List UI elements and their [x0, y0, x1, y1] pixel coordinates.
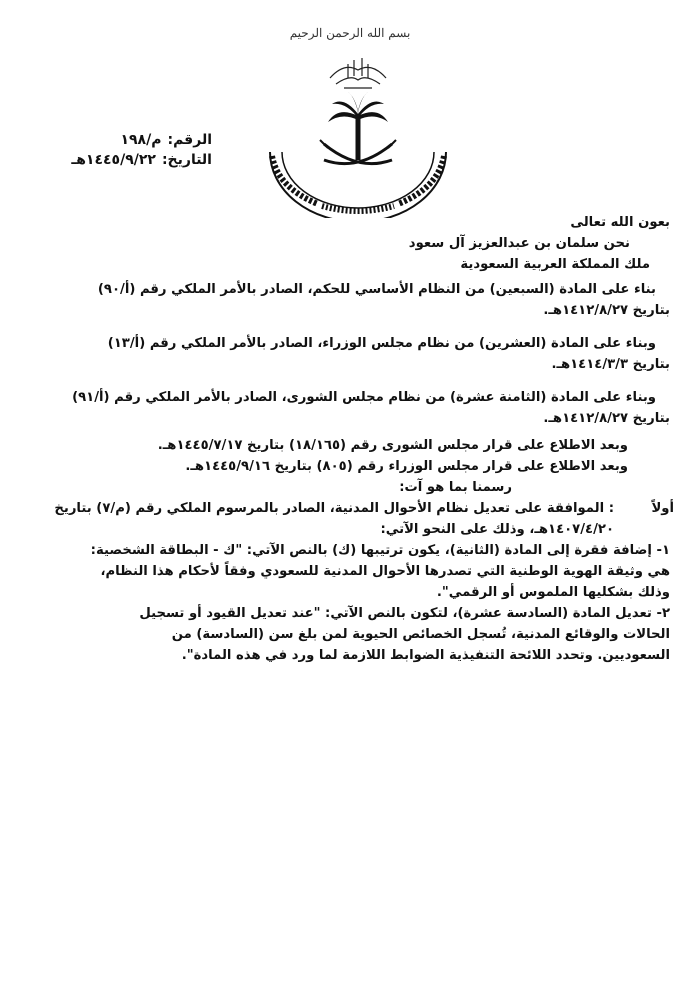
- intro-line-2: نحن سلمان بن عبدالعزيز آل سعود: [408, 236, 630, 251]
- review-shura-line: وبعد الاطلاع على قرار مجلس الشورى رقم (١٨/١٦٥) بتاريخ ١٤٤٥/٧/١٧هـ.: [157, 438, 628, 453]
- reference-number-value: م/١٩٨: [120, 132, 162, 148]
- amendment-2-line-2: الحالات والوقائع المدنية، تُسجل الخصائص الحيوية لمن بلغ سن (السادسة) من: [171, 627, 670, 642]
- emblem-svg: [258, 48, 458, 218]
- reference-date-value: ١٤٤٥/٩/٢٢هـ: [71, 152, 156, 168]
- preamble-1-line-2: بتاريخ ١٤١٢/٨/٢٧هـ.: [543, 303, 670, 318]
- intro-line-1: بعون الله تعالى: [570, 215, 670, 230]
- review-ministers-line: وبعد الاطلاع على قرار مجلس الوزراء رقم (٨٠٥) بتاريخ ١٤٤٥/٩/١٦هـ.: [185, 459, 628, 474]
- decree-body: [36, 212, 674, 666]
- preamble-3-line-2: بتاريخ ١٤١٢/٨/٢٧هـ.: [543, 411, 670, 426]
- decree-formula-line: رسمنا بما هو آت:: [399, 480, 512, 495]
- reference-block: [71, 130, 212, 170]
- reference-date-row: [71, 150, 212, 170]
- article-first: [36, 498, 674, 519]
- amendment-1-line-3: وذلك بشكليها الملموس أو الرقمي".: [436, 585, 670, 600]
- article-first-line-2: ١٤٠٧/٤/٢٠هـ، وذلك على النحو الآتي:: [380, 522, 614, 537]
- preamble-paragraph-3: [36, 387, 670, 429]
- article-first-line-1: : الموافقة على تعديل نظام الأحوال المدنية، الصادر بالمرسوم الملكي رقم (م/٧) بتاريخ: [54, 501, 614, 516]
- amendment-1-line-1: ١- إضافة فقرة إلى المادة (الثانية)، يكون ترتيبها (ك) بالنص الآتي: "ك - البطاقة الشخصية:: [90, 543, 670, 558]
- preamble-paragraph-1: [36, 279, 670, 321]
- basmala-heading: بسم الله الرحمن الرحيم: [289, 26, 411, 40]
- amendment-2-line-1: ٢- تعديل المادة (السادسة عشرة)، لتكون بالنص الآتي: "عند تعديل القيود أو تسجيل: [139, 606, 670, 621]
- palm-tree-icon: [328, 92, 388, 160]
- preamble-3-line-1: وبناء على المادة (الثامنة عشرة) من نظام مجلس الشورى، الصادر بالأمر الملكي رقم (أ/٩١): [72, 390, 656, 405]
- intro-line-3: ملك المملكة العربية السعودية: [460, 257, 650, 272]
- preamble-paragraph-2: [36, 333, 670, 375]
- amendment-2-line-3: السعوديين. وتحدد اللائحة التنفيذية الضوابط اللازمة لما ورد في هذه المادة".: [181, 648, 670, 663]
- reference-number-label: الرقم:: [167, 132, 212, 148]
- preamble-1-line-1: بناء على المادة (السبعين) من النظام الأساسي للحكم، الصادر بالأمر الملكي رقم (أ/٩٠): [97, 282, 656, 297]
- reference-date-label: التاريخ:: [161, 152, 212, 168]
- motto-calligraphy-icon: [330, 58, 386, 88]
- preamble-2-line-1: وبناء على المادة (العشرين) من نظام مجلس الوزراء، الصادر بالأمر الملكي رقم (أ/١٣): [107, 336, 656, 351]
- preamble-2-line-2: بتاريخ ١٤١٤/٣/٣هـ.: [551, 357, 670, 372]
- reference-number-row: [71, 130, 212, 150]
- saudi-emblem-seal: [258, 48, 458, 218]
- amendment-1-line-2: هي وثيقة الهوية الوطنية التي تصدرها الأحوال المدنية للسعودي وفقاً لأحكام هذا النظام،: [100, 564, 670, 579]
- article-first-label: أولاً: [651, 501, 674, 516]
